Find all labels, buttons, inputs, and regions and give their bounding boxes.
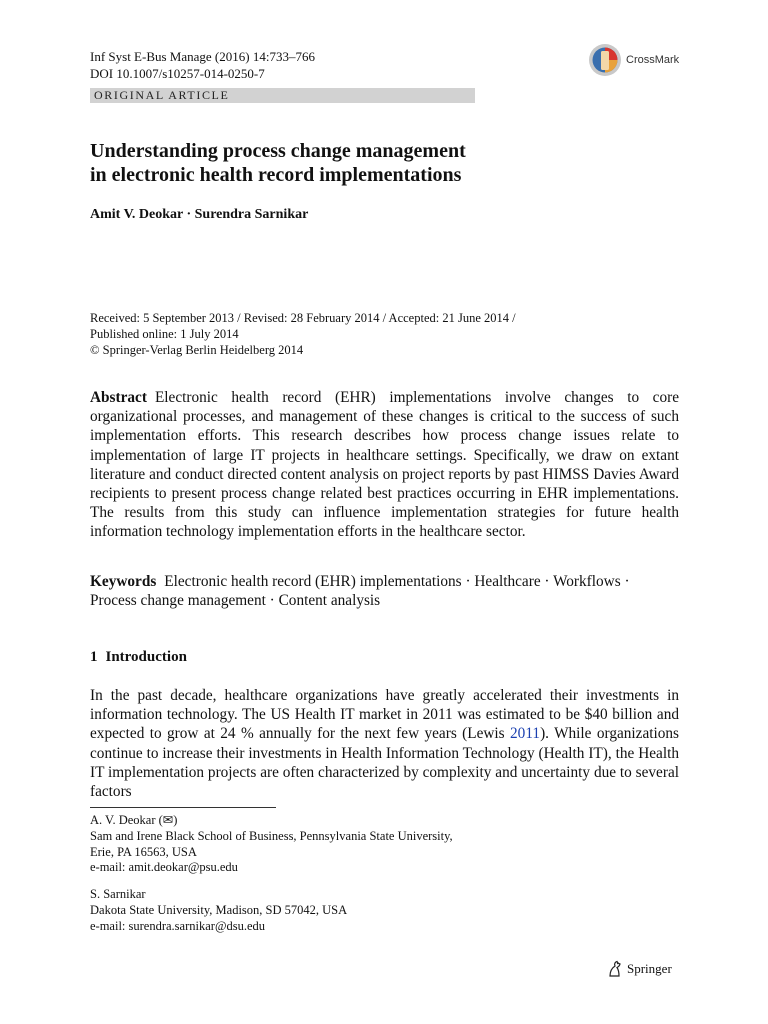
intro-text-before: In the past decade, healthcare organizations have greatly accelerated their investments in information technology. The US Health IT market in 2011 was estimated to be $40 billion and expected to grow at 24 % annually for the next few years (Lewis xyxy=(90,687,679,743)
copyright-line: © Springer-Verlag Berlin Heidelberg 2014 xyxy=(90,343,304,357)
affiliation-name: S. Sarnikar xyxy=(90,887,146,901)
affiliation-address: Erie, PA 16563, USA xyxy=(90,844,197,859)
abstract-label: Abstract xyxy=(90,389,147,406)
citation-link[interactable]: 2011 xyxy=(510,725,541,743)
abstract-text: Electronic health record (EHR) implementations involve changes to core organizational processes, and management of these changes is critical to the success of such implementation efforts. This research describes how process change issues relate to implementation of large IT projects in healthcare settings. Specifically, we draw on extant literature and conduct directed content analysis on project reports by past HIMSS Davies Award recipients to present process change related best practices occurring in EHR implementations. The results from this study can influence implementation strategies for future health information technology implementation efforts in the healthcare sector. xyxy=(90,389,679,541)
affiliation-email[interactable]: e-mail: surendra.sarnikar@dsu.edu xyxy=(90,918,265,933)
paper-title xyxy=(90,139,466,187)
publisher-name: Springer xyxy=(627,961,672,976)
springer-horse-icon xyxy=(607,960,623,978)
affiliation-org: Sam and Irene Black School of Business, Pennsylvania State University, xyxy=(90,828,453,843)
keywords xyxy=(90,572,679,610)
author-list: Amit V. Deokar · Surendra Sarnikar xyxy=(90,207,309,222)
keywords-label: Keywords xyxy=(90,573,157,590)
article-type-banner: ORIGINAL ARTICLE xyxy=(90,88,475,103)
introduction-paragraph xyxy=(90,686,679,801)
crossmark-badge[interactable] xyxy=(588,43,679,77)
keywords-text: Electronic health record (EHR) implementations · Healthcare · Workflows · Process change management · Content analysis xyxy=(90,573,630,610)
affiliation-author-2 xyxy=(90,887,347,934)
intro-text-after: ). While organizations continue to increase their investments in Health Information Technology (Health IT), the Health IT implementation projects are often characterized by complexity and uncertainty due to several factors xyxy=(90,725,679,801)
dates-line-2: Published online: 1 July 2014 xyxy=(90,327,239,341)
affiliation-author-1 xyxy=(90,813,453,876)
crossmark-label: CrossMark xyxy=(626,54,680,66)
section-heading-introduction xyxy=(90,649,187,666)
doi[interactable]: DOI 10.1007/s10257-014-0250-7 xyxy=(90,66,265,81)
affiliation-name: A. V. Deokar (✉) xyxy=(90,813,178,827)
abstract xyxy=(90,388,679,542)
affiliation-org: Dakota State University, Madison, SD 57042, USA xyxy=(90,902,348,917)
affiliation-email[interactable]: e-mail: amit.deokar@psu.edu xyxy=(90,860,238,875)
footnote-divider xyxy=(90,807,276,808)
title-line-2: in electronic health record implementations xyxy=(90,164,462,186)
crossmark-icon xyxy=(588,43,622,77)
title-line-1: Understanding process change management xyxy=(90,140,466,162)
journal-citation: Inf Syst E-Bus Manage (2016) 14:733–766 xyxy=(90,49,315,64)
section-title: Introduction xyxy=(105,649,187,665)
dates-line-1: Received: 5 September 2013 / Revised: 28 February 2014 / Accepted: 21 June 2014 / xyxy=(90,311,516,325)
publisher-mark xyxy=(607,960,672,978)
section-number: 1 xyxy=(90,649,98,665)
journal-meta xyxy=(90,48,315,82)
publication-history xyxy=(90,310,516,358)
